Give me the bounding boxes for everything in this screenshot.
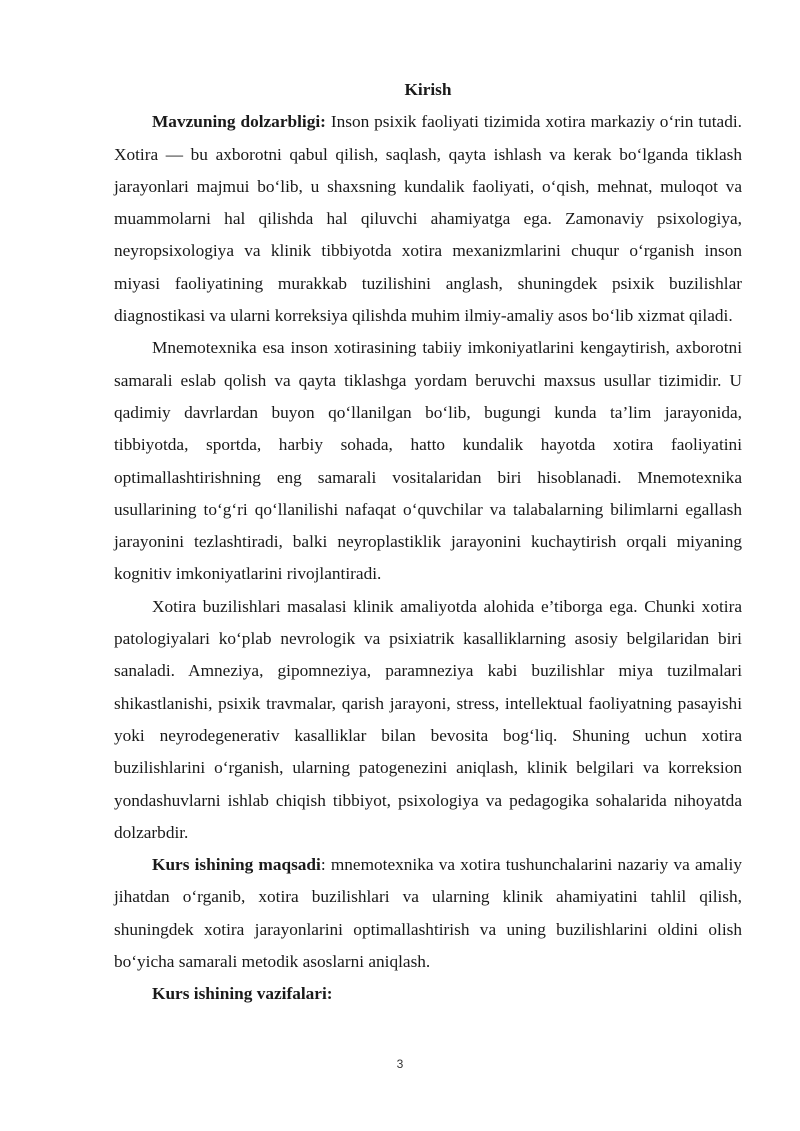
paragraph-mnemonics [114, 332, 742, 590]
paragraph-lead: Mavzuning dolzarbligi: [152, 112, 326, 132]
paragraph-text: Mnemotexnika esa inson xotirasining tabiiy imkoniyatlarini kengaytirish, axborotni samarali eslab qolish va qayta tiklashga yordam beruvchi maxsus usullar tizimidir. U qadimiy davrlardan buyon qo‘llanilgan bo‘lib, bugungi kunda ta’lim jarayonida, tibbiyotda, sportda, harbiy sohada, hatto kundalik hayotda xotira faoliyatini optimallashtirishning eng samarali vositalaridan biri hisoblanadi. Mnemotexnika usullarining to‘g‘ri qo‘llanilishi nafaqat o‘quvchilar va talabalarning bilimlarni egallash jarayonini tezlashtiradi, balki neyroplastiklik jarayonini kuchaytirish orqali miyaning kognitiv imkoniyatlarini rivojlantiradi. [114, 338, 742, 584]
paragraph-text: : mnemotexnika va xotira tushunchalarini nazariy va amaliy jihatdan o‘rganib, xotira buzilishlari va ularning klinik ahamiyatini tahlil qilish, shuningdek xotira jarayonlarini optimallashtirish va uning buzilishlarini oldini olish bo‘yicha samarali metodik asoslarni aniqlash. [114, 855, 742, 972]
paragraph-text: Inson psixik faoliyati tizimida xotira markaziy o‘rin tutadi. Xotira — bu axborotni qabul qilish, saqlash, qayta ishlash va kerak bo‘lganda tiklash jarayonlari majmui bo‘lib, u shaxsning kundalik faoliyati, o‘qish, mehnat, muloqot va muammolarni hal qilishda hal qiluvchi ahamiyatga ega. Zamonaviy psixologiya, neyropsixologiya va klinik tibbiyotda xotira mexanizmlarini chuqur o‘rganish inson miyasi faoliyatining murakkab tuzilishini anglash, shuningdek psixik buzilishlar diagnostikasi va ularni korreksiya qilishda muhim ilmiy-amaliy asos bo‘lib xizmat qiladi. [114, 112, 742, 326]
section-heading: Kirish [404, 80, 452, 99]
paragraph-lead: Kurs ishining maqsadi [152, 855, 321, 875]
paragraph-relevance [114, 106, 742, 332]
paragraph-goal [114, 849, 742, 978]
document-body [114, 74, 742, 1011]
paragraph-lead: Kurs ishining vazifalari: [152, 984, 333, 1004]
paragraph-tasks [114, 978, 742, 1010]
paragraph-text: Xotira buzilishlari masalasi klinik amaliyotda alohida e’tiborga ega. Chunki xotira patologiyalari ko‘plab nevrologik va psixiatrik kasalliklarning asosiy belgilaridan biri sanaladi. Amneziya, gipomneziya, paramneziya kabi buzilishlar miya tuzilmalari shikastlanishi, psixik travmalar, qarish jarayoni, stress, intellektual faoliyatning pasayishi yoki neyrodegenerativ kasalliklar bilan bevosita bog‘liq. Shuning uchun xotira buzilishlarini o‘rganish, ularning patogenezini aniqlash, klinik belgilari va korreksion yondashuvlarni ishlab chiqish tibbiyot, psixologiya va pedagogika sohalarida nihoyatda dolzarbdir. [114, 596, 742, 842]
paragraph-memory-disorders [114, 591, 742, 849]
page-number: 3 [396, 1057, 404, 1071]
